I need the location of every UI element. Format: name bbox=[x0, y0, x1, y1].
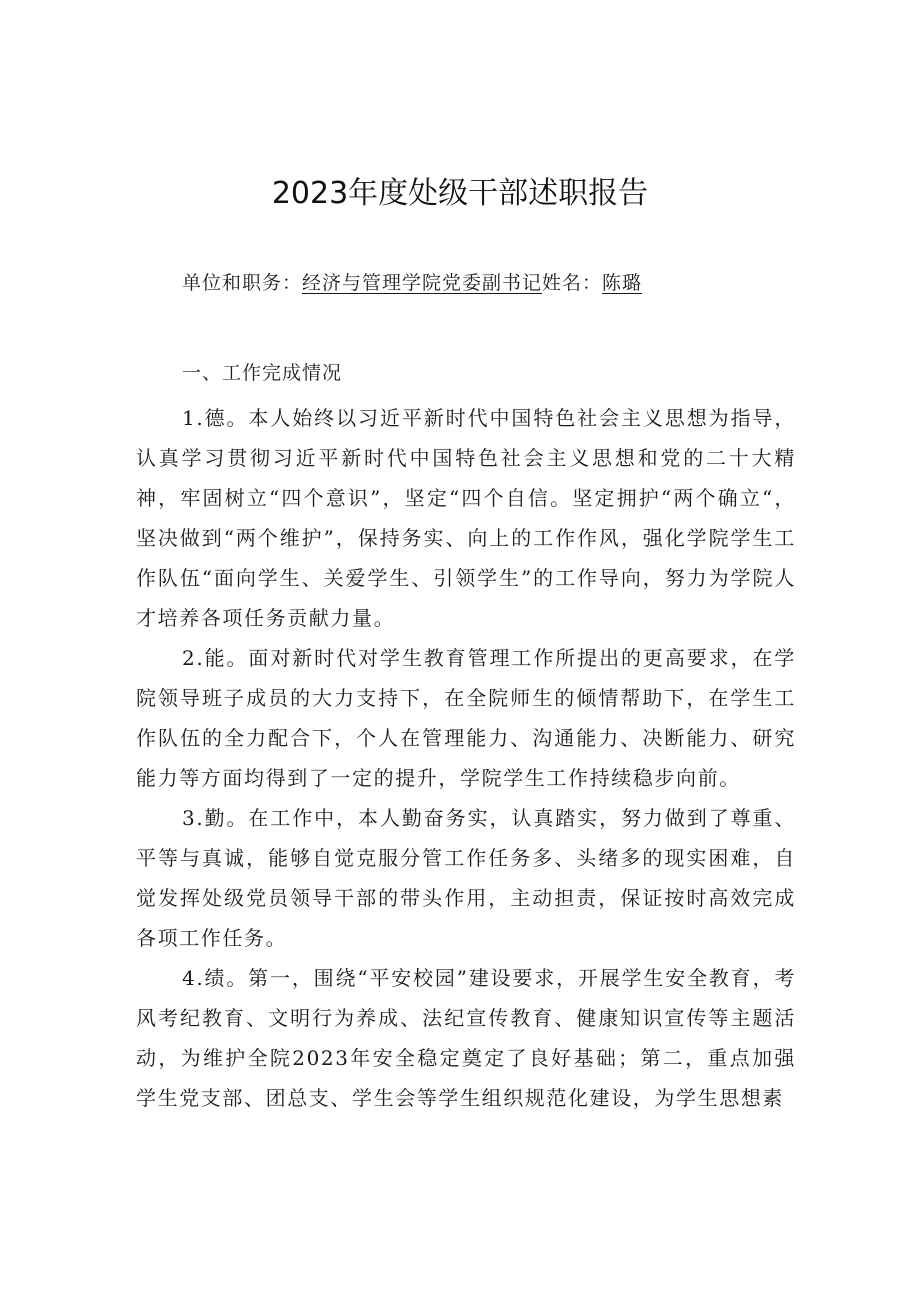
author-meta-line bbox=[182, 268, 642, 295]
paragraph-virtue: 1.德。本人始终以习近平新时代中国特色社会主义思想为指导，认真学习贯彻习近平新时代中国特色社会主义思想和党的二十大精神，牢固树立“四个意识”，坚定“四个自信。坚定拥护“两个确立“，坚决做到“两个维护”，保持务实、向上的工作作风，强化学院学生工作队伍“面向学生、关爱学生、引领学生”的工作导向，努力为学院人才培养各项任务贡献力量。 bbox=[136, 406, 796, 630]
unit-label: 单位和职务： bbox=[182, 272, 303, 294]
document-title: 2023年度处级干部述职报告 bbox=[271, 176, 649, 211]
section-heading: 一、工作完成情况 bbox=[182, 362, 343, 384]
name-label: 姓名： bbox=[542, 272, 603, 294]
unit-value: 经济与管理学院党委副书记 bbox=[302, 272, 543, 294]
paragraph-ability: 2.能。面对新时代对学生教育管理工作所提出的更高要求，在学院领导班子成员的大力支持下，在全院师生的倾情帮助下，在学生工作队伍的全力配合下，个人在管理能力、沟通能力、决断能力、研究能力等方面均得到了一定的提升，学院学生工作持续稳步向前。 bbox=[136, 646, 796, 790]
report-body bbox=[136, 398, 796, 1118]
paragraph-achievement: 4.绩。第一，围绕“平安校园”建设要求，开展学生安全教育，考风考纪教育、文明行为养成、法纪宣传教育、健康知识宣传等主题活动，为维护全院2023年安全稳定奠定了良好基础；第二，重点加强学生党支部、团总支、学生会等学生组织规范化建设，为学生思想素 bbox=[136, 966, 796, 1110]
name-value: 陈璐 bbox=[602, 272, 643, 294]
paragraph-diligence: 3.勤。在工作中，本人勤奋务实，认真踏实，努力做到了尊重、平等与真诚，能够自觉克服分管工作任务多、头绪多的现实困难，自觉发挥处级党员领导干部的带头作用，主动担责，保证按时高效完成各项工作任务。 bbox=[136, 806, 796, 950]
